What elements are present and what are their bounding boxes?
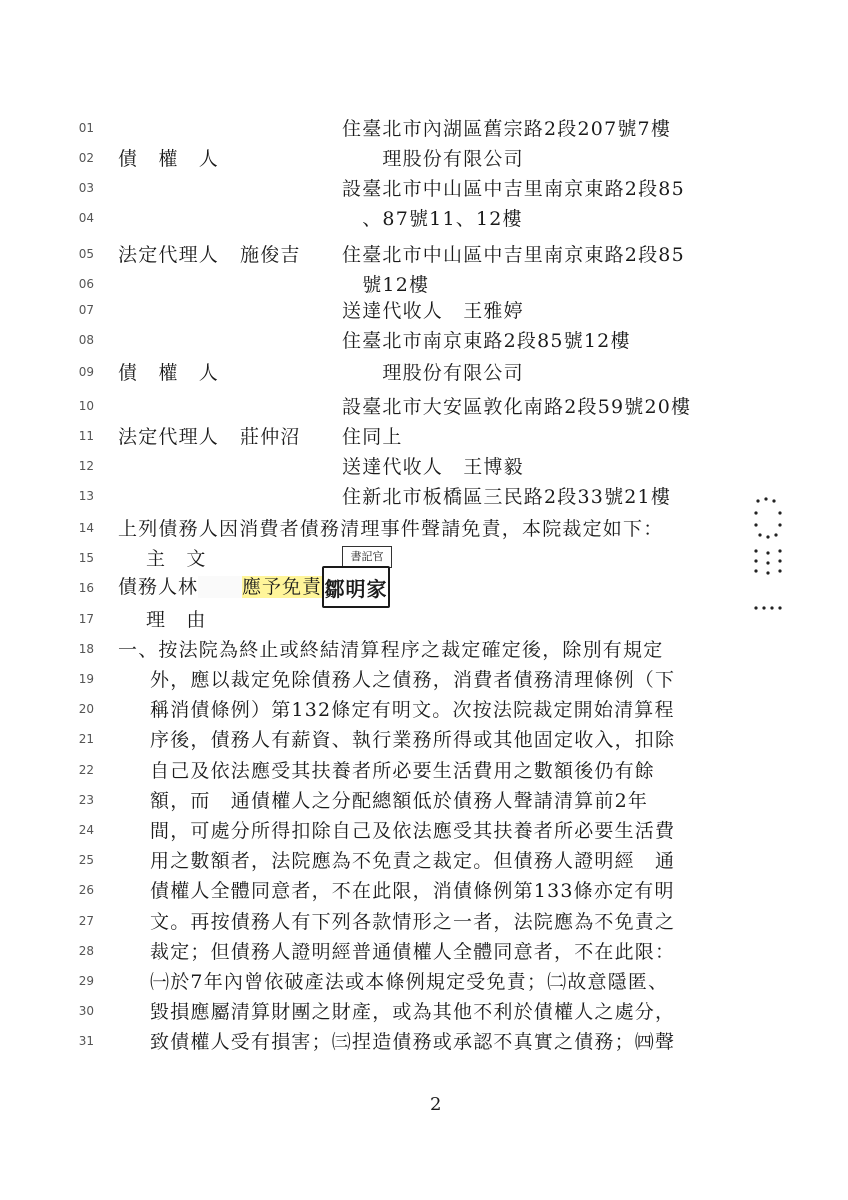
body-text: 致債權人受有損害；㈢捏造債務或承認不真實之債務；㈣聲 [150,1031,676,1054]
body-text: 間，可處分所得扣除自己及依法應受其扶養者所必要生活費 [150,820,676,842]
ruling-main-text [118,572,322,599]
binder-holes-top [752,495,784,595]
body-line [0,1025,848,1055]
party-line [0,420,848,450]
party-line [0,356,848,386]
clerk-stamp: 書記官 [342,546,392,568]
party-name: 莊仲沼 [240,426,301,448]
body-line [0,995,848,1025]
body-line [0,965,848,995]
line-number: 29 [78,974,94,988]
party-role: 法定代理人 [118,426,220,448]
party-address: 住臺北市南京東路2段85號12樓 [342,330,631,352]
party-address: 送達代收人 王雅婷 [342,300,524,322]
body-line [0,905,848,935]
line-number: 07 [78,303,94,317]
line-number: 06 [78,277,94,291]
line-number: 13 [78,489,94,503]
party-line [0,480,848,510]
body-line [0,693,848,723]
body-line [0,935,848,965]
party-line [0,142,848,172]
line-number: 17 [78,611,94,626]
body-line [0,542,848,572]
party-address: 設臺北市中山區中吉里南京東路2段85 [342,178,685,200]
party-line [0,324,848,354]
party-address: 住新北市板橋區三民路2段33號21樓 [342,486,672,508]
body-text: 外，應以裁定免除債務人之債務，消費者債務清理條例（下 [150,669,676,691]
line-number: 30 [78,1004,94,1019]
line-number: 24 [78,823,94,837]
line-number: 23 [78,792,94,807]
body-text: 自己及依法應受其扶養者所必要生活費用之數額後仍有餘 [150,759,656,782]
line-number: 22 [78,762,94,777]
body-text: 理 由 [146,608,207,631]
body-text: 裁定；但債務人證明經普通債權人全體同意者，不在此限： [150,940,676,963]
body-text: ㈠於7年內曾依破產法或本條例規定受免責；㈡故意隱匿、 [150,971,669,993]
line-number: 10 [78,399,94,413]
debtor-name: 債務人林 [118,576,199,598]
line-number: 26 [78,883,94,898]
line-number: 09 [78,365,94,379]
body-line [0,874,848,904]
body-line [0,663,848,693]
party-line [0,202,848,232]
party-role: 法定代理人 [118,244,220,266]
page-number: 2 [430,1094,442,1115]
body-line [0,754,848,784]
body-line [0,723,848,753]
party-address: 住臺北市內湖區舊宗路2段207號7樓 [342,118,672,140]
line-number: 14 [78,521,94,535]
party-line [0,390,848,420]
party-address: 設臺北市大安區敦化南路2段59號20樓 [342,396,692,418]
body-text: 一、按法院為終止或終結清算程序之裁定確定後，除別有規定 [118,638,664,661]
binder-holes-bottom [752,598,784,618]
body-text: 主 文 [146,548,207,571]
line-number: 05 [78,247,94,261]
body-text: 序後，債務人有薪資、執行業務所得或其他固定收入，扣除 [150,729,676,752]
body-text: 用之數額者，法院應為不免責之裁定。但債務人證明經 通 [150,850,676,873]
body-text: 上列債務人因消費者債務清理事件聲請免責，本院裁定如下： [118,518,664,540]
clerk-seal: 鄒明家 [322,566,390,608]
body-text: 額，而 通債權人之分配總額低於債務人聲請清算前2年 [150,789,649,812]
line-number: 21 [78,732,94,747]
line-number: 20 [78,702,94,717]
party-line [0,450,848,480]
line-number: 15 [78,551,94,566]
body-line [0,814,848,844]
line-number: 28 [78,943,94,958]
party-role: 債 權 人 [118,148,220,170]
line-number: 16 [78,581,94,596]
party-address: 送達代收人 王博毅 [342,456,524,478]
line-number: 18 [78,641,94,656]
line-number: 31 [78,1034,94,1049]
party-role: 債 權 人 [118,362,220,384]
line-number: 27 [78,913,94,928]
party-line [0,172,848,202]
party-line [0,238,848,268]
party-name: 施俊吉 [240,244,301,266]
line-number: 25 [78,853,94,868]
line-number: 03 [78,181,94,195]
body-line [0,603,848,633]
party-address: 理股份有限公司 [342,362,524,384]
party-address: 住臺北市中山區中吉里南京東路2段85 [342,244,685,266]
body-line [0,784,848,814]
body-line [0,512,848,542]
discharge-highlight: 應予免責 [242,576,323,598]
line-number: 02 [78,151,94,165]
party-line [0,294,848,324]
party-address: 號12樓 [342,274,430,296]
body-text: 稱消債條例）第132條定有明文。次按法院裁定開始清算程 [150,699,675,722]
party-address: 、87號11、12樓 [342,208,523,230]
party-line [0,112,848,142]
line-number: 19 [78,672,94,686]
body-text: 文。再按債務人有下列各款情形之一者，法院應為不免責之 [150,910,676,933]
body-line [0,633,848,663]
line-number: 08 [78,333,94,347]
line-number: 11 [78,429,94,443]
body-text: 債權人全體同意者，不在此限，消債條例第133條亦定有明 [150,880,675,903]
party-address: 理股份有限公司 [342,148,524,170]
line-number: 01 [78,121,94,135]
body-line [0,844,848,874]
line-number: 12 [78,459,94,473]
body-text: 毀損應屬清算財團之財產，或為其他不利於債權人之處分， [150,1001,676,1024]
party-address: 住同上 [342,426,403,448]
line-number: 04 [78,211,94,225]
